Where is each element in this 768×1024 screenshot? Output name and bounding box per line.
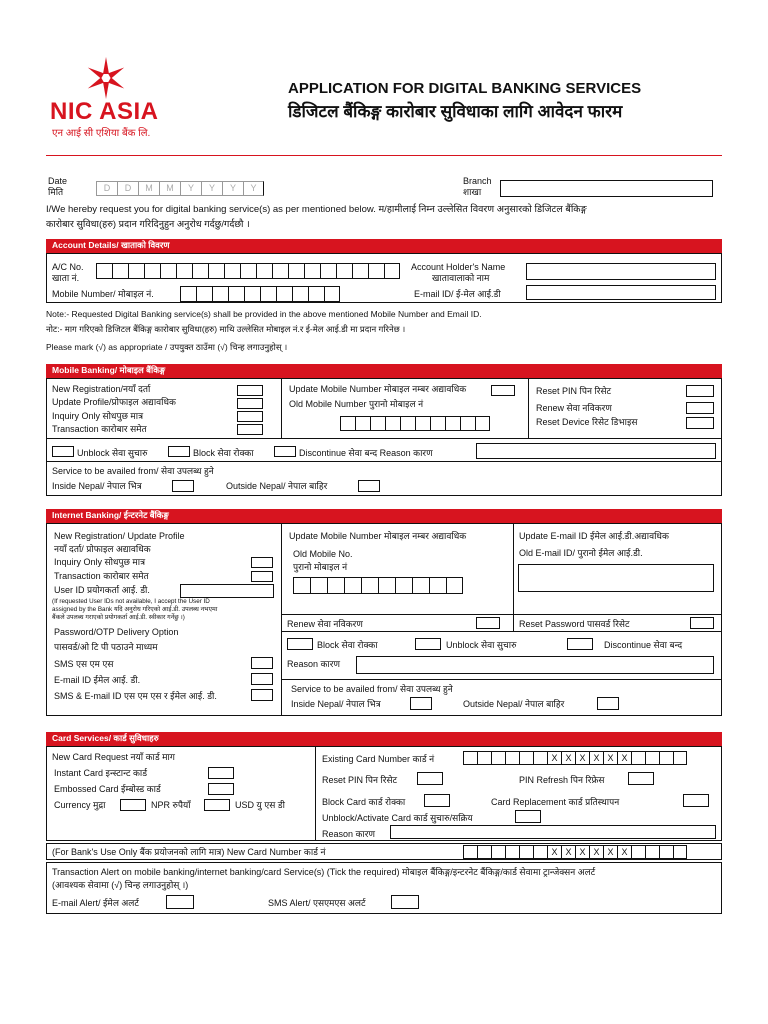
ib-registration: New Registration/ Update Profile bbox=[54, 531, 185, 541]
sms-alert-checkbox[interactable] bbox=[391, 895, 419, 909]
ib-inquiry: Inquiry Only सोधपुछ मात्र bbox=[54, 557, 146, 567]
brand-name: NIC ASIA bbox=[50, 98, 159, 125]
card-new-request: New Card Request नयाँ कार्ड माग bbox=[52, 752, 175, 762]
account-holder-label-np: खातावालाको नाम bbox=[432, 273, 490, 283]
card-reason-label: Reason कारण bbox=[322, 829, 375, 839]
ib-discontinue-label: Discontinue सेवा बन्द bbox=[604, 640, 683, 650]
card-replacement-checkbox[interactable] bbox=[683, 794, 709, 807]
mb-reset-pin-checkbox[interactable] bbox=[686, 385, 714, 397]
title-english: APPLICATION FOR DIGITAL BANKING SERVICES bbox=[288, 80, 642, 97]
card-usd-label: USD यु एस डी bbox=[235, 800, 285, 810]
mb-inquiry-checkbox[interactable] bbox=[237, 411, 263, 422]
intro-line-2: कारोबार सुविधा(हरु) प्रदान गरिदिनुहुन अनुरोध गर्दछु/गर्दछौ । bbox=[46, 219, 250, 230]
email-label: E-mail ID/ ई-मेल आई.डी bbox=[414, 289, 501, 299]
date-label: Date bbox=[48, 176, 68, 186]
mb-old-mobile-label: Old Mobile Number पुरानो मोबाइल नं bbox=[289, 399, 424, 409]
card-reason-input[interactable] bbox=[390, 825, 716, 839]
ib-unblock-checkbox[interactable] bbox=[415, 638, 441, 650]
ib-discontinue-checkbox[interactable] bbox=[567, 638, 593, 650]
ib-update-mobile: Update Mobile Number मोबाइल नम्बर अद्यावधिक bbox=[289, 531, 467, 541]
date-label-np: मिति bbox=[48, 187, 64, 197]
ib-userid-label: User ID प्रयोगकर्ता आई. डी. bbox=[54, 585, 150, 595]
alerts-line-1: Transaction Alert on mobile banking/internet banking/card Service(s) (Tick the required) मोबाइल बैंकिङ्ग/इन्टरनेट बैंकिङ्ग/कार्ड सेवामा ट्रान्जेक्सन अलर्ट bbox=[52, 867, 596, 877]
ac-no-field[interactable] bbox=[96, 263, 400, 279]
mb-reason-input[interactable] bbox=[476, 443, 716, 459]
ib-password-label-np: पासवर्ड/ओ टि पी पठाउने माध्यम bbox=[54, 642, 158, 652]
mb-renew: Renew सेवा नविकरण bbox=[536, 403, 612, 413]
card-npr-checkbox[interactable] bbox=[204, 799, 230, 811]
card-embossed: Embossed Card ईम्बोस्ड कार्ड bbox=[54, 784, 161, 794]
mb-inquiry-only: Inquiry Only सोधपुछ मात्र bbox=[52, 411, 144, 421]
ib-renew-label: Renew सेवा नविकरण bbox=[287, 619, 363, 629]
ib-userid-input[interactable] bbox=[180, 584, 274, 598]
mobile-banking-header: Mobile Banking/ मोबाइल बैंकिङ्ग bbox=[46, 364, 722, 378]
ib-sms-email-checkbox[interactable] bbox=[251, 689, 273, 701]
branch-input[interactable] bbox=[500, 180, 713, 197]
mb-new-registration-checkbox[interactable] bbox=[237, 385, 263, 396]
mb-inside-nepal-checkbox[interactable] bbox=[172, 480, 194, 492]
ib-reason-label: Reason कारण bbox=[287, 659, 340, 669]
branch-label: Branch bbox=[463, 176, 492, 186]
card-unblock: Unblock/Activate Card कार्ड सुचारु/सक्रिय bbox=[322, 813, 473, 823]
mobile-number-label: Mobile Number/ मोबाइल नं. bbox=[52, 289, 154, 299]
mb-renew-checkbox[interactable] bbox=[686, 402, 714, 414]
ib-old-email-label: Old E-mail ID/ पुरानो ईमेल आई.डी. bbox=[519, 548, 643, 558]
ib-inside-nepal-checkbox[interactable] bbox=[410, 697, 432, 710]
internet-banking-header: Internet Banking/ ईन्टरनेट बैंकिङ्ग bbox=[46, 509, 722, 523]
ib-block-checkbox[interactable] bbox=[287, 638, 313, 650]
date-field[interactable]: D D M M Y Y Y Y bbox=[96, 181, 264, 196]
mb-update-mobile: Update Mobile Number मोबाइल नम्बर अद्यावधिक bbox=[289, 384, 467, 394]
mb-old-mobile-field[interactable] bbox=[340, 416, 490, 431]
mb-reset-pin: Reset PIN पिन रिसेट bbox=[536, 386, 612, 396]
branch-label-np: शाखा bbox=[463, 187, 482, 197]
mb-inside-nepal: Inside Nepal/ नेपाल भित्र bbox=[52, 481, 142, 491]
account-holder-input[interactable] bbox=[526, 263, 716, 280]
ib-inquiry-checkbox[interactable] bbox=[251, 557, 273, 568]
ac-no-label: A/C No. bbox=[52, 262, 84, 272]
email-alert-label: E-mail Alert/ ईमेल अलर्ट bbox=[52, 898, 139, 908]
mb-reset-device: Reset Device रिसेट डिभाइस bbox=[536, 417, 638, 427]
ib-transaction-checkbox[interactable] bbox=[251, 571, 273, 582]
mb-update-profile: Update Profile/प्रोफाइल अद्यावधिक bbox=[52, 397, 176, 407]
ib-reset-password-checkbox[interactable] bbox=[690, 617, 714, 629]
card-npr-label: NPR रुपैयाँ bbox=[151, 800, 191, 810]
ib-outside-nepal-checkbox[interactable] bbox=[597, 697, 619, 710]
ac-no-label-np: खाता नं. bbox=[52, 273, 80, 283]
ib-old-mobile-field[interactable] bbox=[293, 577, 463, 594]
card-pin-refresh: PIN Refresh पिन रिफ्रेस bbox=[519, 775, 605, 785]
please-mark: Please mark (√) as appropriate / उपयुक्त ठाउँमा (√) चिन्ह लगाउनुहोस् । bbox=[46, 342, 288, 352]
card-block: Block Card कार्ड रोक्का bbox=[322, 797, 406, 807]
card-services-header: Card Services/ कार्ड सुविधाहरु bbox=[46, 732, 722, 746]
brand-tagline: एन आई सी एशिया बैंक लि. bbox=[52, 128, 151, 139]
card-pin-refresh-checkbox[interactable] bbox=[628, 772, 654, 785]
mb-outside-nepal: Outside Nepal/ नेपाल बाहिर bbox=[226, 481, 328, 491]
ib-password-label: Password/OTP Delivery Option bbox=[54, 627, 179, 637]
card-reset-pin-checkbox[interactable] bbox=[417, 772, 443, 785]
ib-old-email-input[interactable] bbox=[518, 564, 714, 592]
ib-reason-input[interactable] bbox=[356, 656, 714, 674]
card-reset-pin: Reset PIN पिन रिसेट bbox=[322, 775, 398, 785]
email-input[interactable] bbox=[526, 285, 716, 300]
bank-use-new-card-label: (For Bank's Use Only बैंक प्रयोजनको लागि मात्र) New Card Number कार्ड नं bbox=[52, 847, 326, 857]
mb-new-registration: New Registration/नयाँ दर्ता bbox=[52, 384, 151, 394]
mb-unblock-checkbox[interactable] bbox=[52, 446, 74, 457]
ib-update-email: Update E-mail ID ईमेल आई.डी.अद्यावधिक bbox=[519, 531, 669, 541]
mb-unblock-label: Unblock सेवा सुचारु bbox=[77, 448, 148, 458]
card-currency-label: Currency मुद्रा bbox=[54, 800, 106, 810]
ib-block-label: Block सेवा रोक्का bbox=[317, 640, 378, 650]
card-unblock-checkbox[interactable] bbox=[515, 810, 541, 823]
card-existing-number-field[interactable]: X X X X X X bbox=[463, 751, 687, 765]
mb-update-profile-checkbox[interactable] bbox=[237, 398, 263, 409]
bank-use-new-card-field[interactable]: X X X X X X bbox=[463, 845, 687, 859]
mb-availed-label: Service to be availed from/ सेवा उपलब्ध हुने bbox=[52, 466, 214, 476]
note-nepali: नोट:- माग गरिएको डिजिटल बैंकिङ्ग कारोबार सुविधा(हरु) माथि उल्लेसित मोबाइल नं.र ई-मेल आई.डी मा प्रदान गरिनेछ । bbox=[46, 324, 406, 334]
alerts-line-2: (आवश्यक सेवामा (√) चिन्ह लगाउनुहोस् ।) bbox=[52, 880, 189, 890]
ib-userid-note-2: assigned by the Bank यदि अनुरोध गरिएको आई.डी. उपलब्ध नभएमा bbox=[52, 606, 218, 613]
ib-sms-checkbox[interactable] bbox=[251, 657, 273, 669]
email-alert-checkbox[interactable] bbox=[166, 895, 194, 909]
ib-sms-email-option: SMS & E-mail ID एस एम एस र ईमेल आई. डी. bbox=[54, 691, 217, 701]
ib-inside-nepal: Inside Nepal/ नेपाल भित्र bbox=[291, 699, 381, 709]
card-instant: Instant Card इन्स्टान्ट कार्ड bbox=[54, 768, 148, 778]
account-holder-label: Account Holder's Name bbox=[411, 262, 506, 272]
mb-block-checkbox[interactable] bbox=[168, 446, 190, 457]
mb-transaction-checkbox[interactable] bbox=[237, 424, 263, 435]
mb-update-mobile-checkbox[interactable] bbox=[491, 385, 515, 396]
mb-discontinue-label: Discontinue सेवा बन्द Reason कारण bbox=[299, 448, 433, 458]
ib-renew-checkbox[interactable] bbox=[476, 617, 500, 629]
mobile-banking-section bbox=[46, 378, 722, 496]
mb-transaction: Transaction कारोबार समेत bbox=[52, 424, 147, 434]
nic-asia-logo-icon bbox=[82, 56, 130, 100]
account-details-header: Account Details/ खाताको विवरण bbox=[46, 239, 722, 253]
mb-reset-device-checkbox[interactable] bbox=[686, 417, 714, 429]
note-english: Note:- Requested Digital Banking service(s) shall be provided in the above mentioned Mobile Number and Email ID. bbox=[46, 309, 482, 319]
header-divider bbox=[46, 155, 722, 156]
card-replacement: Card Replacement कार्ड प्रतिस्थापन bbox=[491, 797, 620, 807]
ib-reset-password-label: Reset Password पासवर्ड रिसेट bbox=[519, 619, 630, 629]
ib-userid-note-3: बैंकले उपलब्ध गराएको प्रयोगकर्ता आई.डी. स्वीकार गर्नेछु ।) bbox=[52, 614, 185, 621]
ib-registration-np: नयाँ दर्ता/ प्रोफाइल अद्यावधिक bbox=[54, 544, 151, 554]
title-nepali: डिजिटल बैंकिङ्ग कारोबार सुविधाका लागि आवेदन फारम bbox=[288, 102, 623, 121]
ib-old-mobile-label: Old Mobile No. bbox=[293, 549, 353, 559]
card-existing-number: Existing Card Number कार्ड नं bbox=[322, 754, 435, 764]
mb-block-label: Block सेवा रोक्का bbox=[193, 448, 254, 458]
card-instant-checkbox[interactable] bbox=[208, 767, 234, 779]
ib-email-checkbox[interactable] bbox=[251, 673, 273, 685]
card-currency-checkbox[interactable] bbox=[120, 799, 146, 811]
ib-sms-option: SMS एस एम एस bbox=[54, 659, 114, 669]
card-embossed-checkbox[interactable] bbox=[208, 783, 234, 795]
ib-availed-label: Service to be availed from/ सेवा उपलब्ध हुने bbox=[291, 684, 453, 694]
ib-email-option: E-mail ID ईमेल आई. डी. bbox=[54, 675, 141, 685]
ib-unblock-label: Unblock सेवा सुचारु bbox=[446, 640, 517, 650]
card-block-checkbox[interactable] bbox=[424, 794, 450, 807]
ib-userid-note-1: (If requested User IDs not available, I accept the User ID bbox=[52, 598, 210, 605]
sms-alert-label: SMS Alert/ एसएमएस अलर्ट bbox=[268, 898, 366, 908]
mb-discontinue-checkbox[interactable] bbox=[274, 446, 296, 457]
ib-transaction: Transaction कारोबार समेत bbox=[54, 571, 149, 581]
mb-outside-nepal-checkbox[interactable] bbox=[358, 480, 380, 492]
ib-outside-nepal: Outside Nepal/ नेपाल बाहिर bbox=[463, 699, 565, 709]
intro-line-1: I/We hereby request you for digital banking service(s) as per mentioned below. म/हामीलाई निम्न उल्लेसित विवरण अनुसारको डिजिटल बैंकिङ्ग bbox=[46, 204, 587, 215]
ib-old-mobile-label-np: पुरानो मोबाइल नं bbox=[293, 562, 348, 572]
mobile-number-field[interactable] bbox=[180, 286, 340, 302]
